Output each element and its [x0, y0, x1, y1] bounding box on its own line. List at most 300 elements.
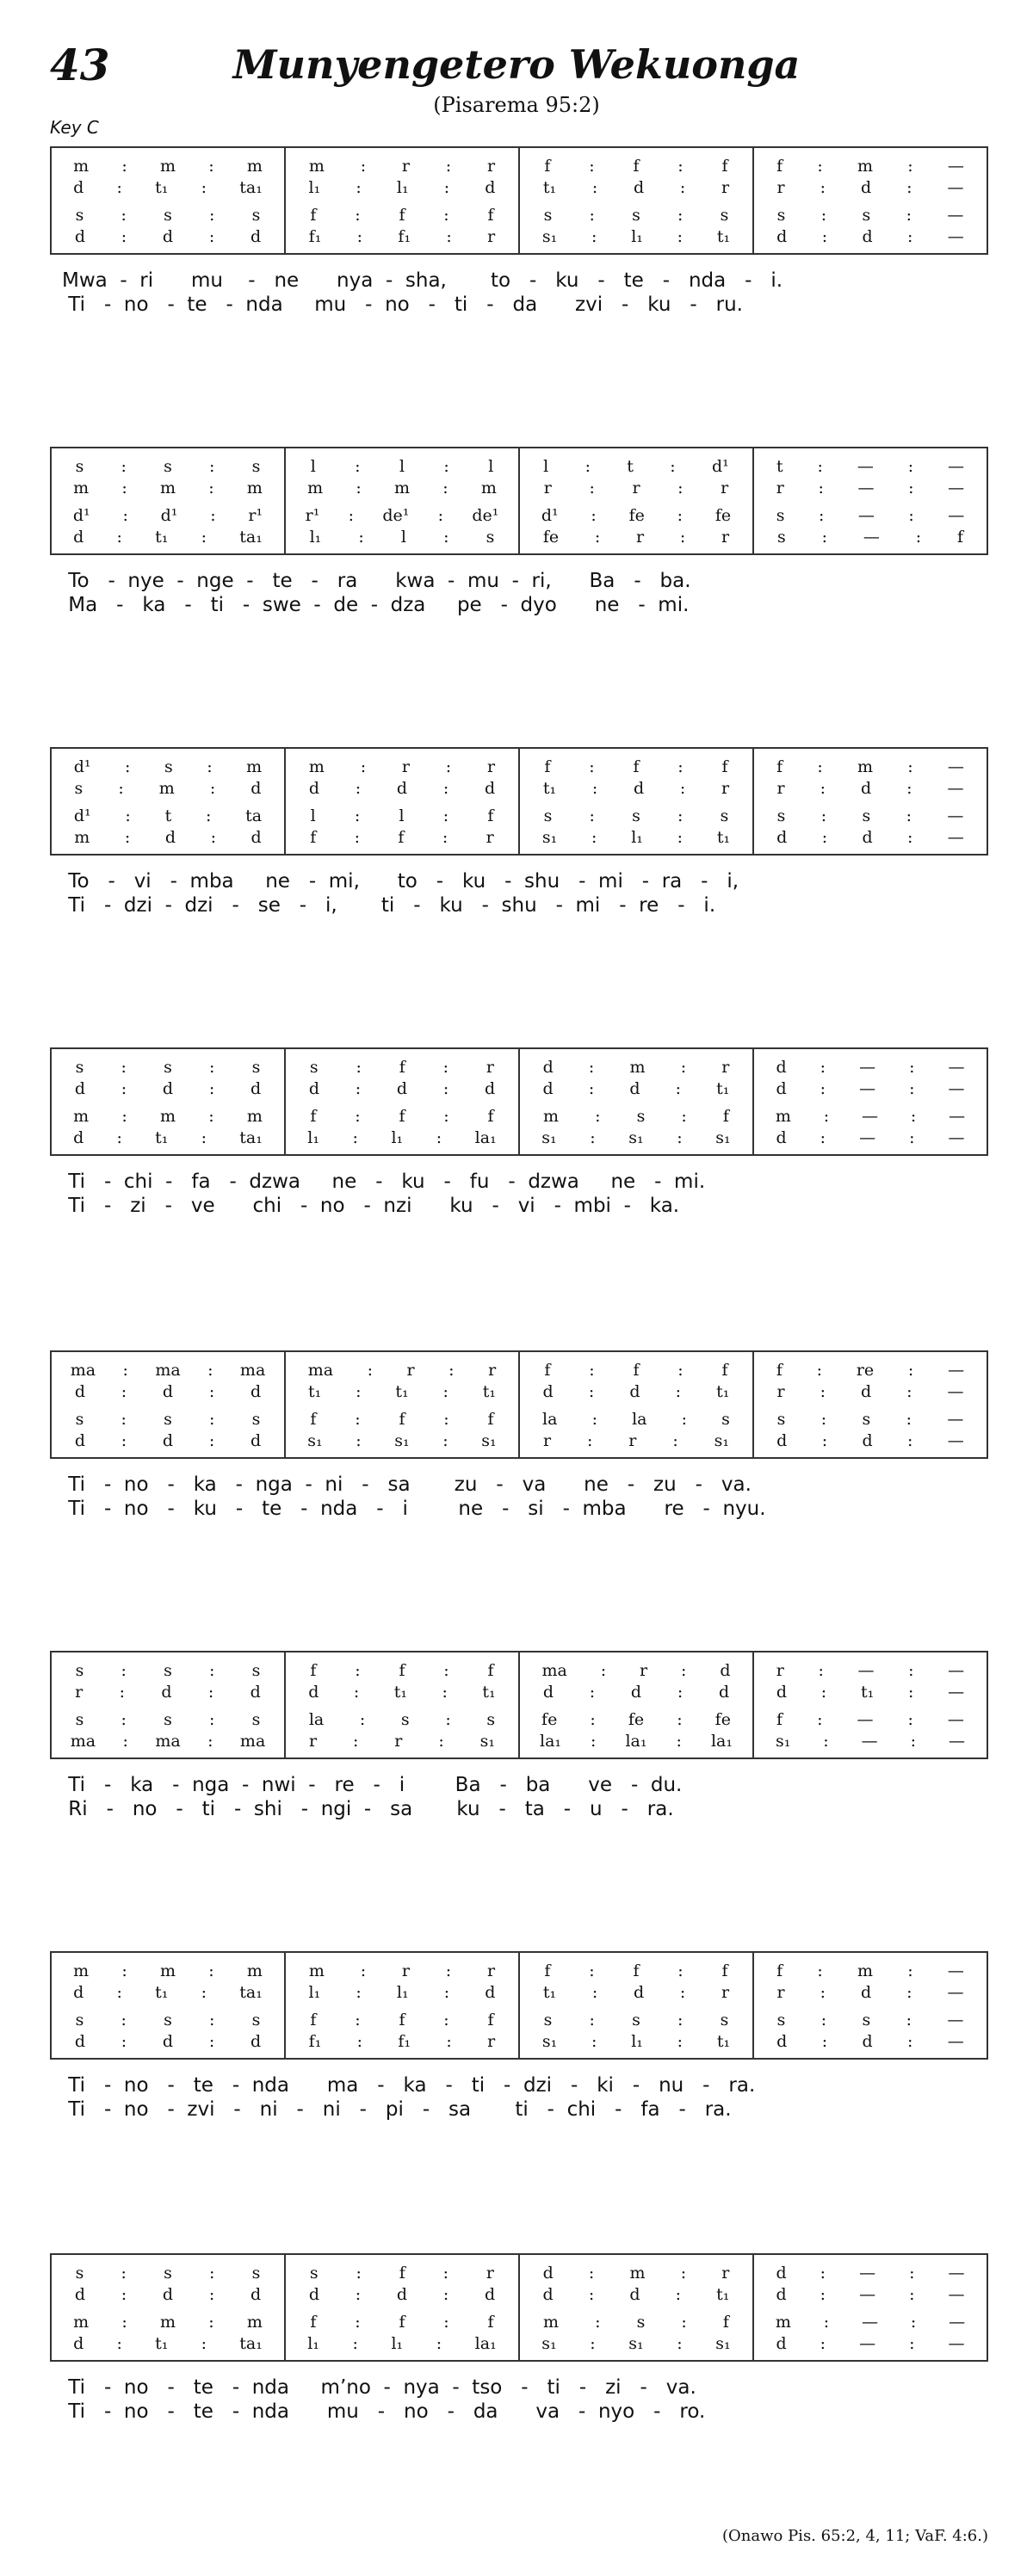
solfa-note: — — [948, 1128, 965, 1147]
solfa-note: f — [633, 757, 640, 776]
beat-separator: : — [355, 206, 361, 225]
measure — [520, 148, 754, 253]
solfa-note: f — [487, 206, 494, 225]
solfa-note: la — [308, 1710, 325, 1729]
solfa-note: d — [542, 1058, 554, 1077]
voice-line — [754, 1381, 987, 1403]
measure — [286, 1953, 520, 2058]
solfa-note: s — [75, 1410, 84, 1429]
lyric-line: Ti - no - te - nda ma - ka - ti - dzi - ki - nu - ra. — [62, 2074, 756, 2097]
measure — [520, 749, 754, 854]
solfa-note: s — [720, 206, 729, 225]
solfa-note: s — [632, 206, 640, 225]
voice-line — [754, 1106, 987, 1127]
beat-separator: : — [907, 828, 913, 847]
beat-separator: : — [820, 2285, 826, 2304]
voice-line — [754, 2031, 987, 2053]
lyrics — [50, 569, 988, 617]
measure — [754, 448, 987, 553]
solfa-note: s — [776, 1410, 786, 1429]
lyric-line: Ti - chi - fa - dzwa ne - ku - fu - dzwa ne - mi. — [62, 1171, 706, 1193]
beat-separator: : — [122, 1732, 128, 1751]
lyric-line: Ri - no - ti - shi - ngi - sa ku - ta - u - ra. — [62, 1798, 674, 1820]
beat-separator: : — [821, 828, 828, 847]
voice-line — [754, 527, 987, 548]
solfa-note: t₁ — [155, 1983, 169, 2002]
solfa-note: s — [164, 1410, 172, 1429]
solfa-note: — — [948, 1058, 965, 1077]
solfa-note: — — [859, 1079, 876, 1098]
solfa-note: s — [75, 1058, 84, 1077]
beat-separator: : — [823, 1107, 830, 1126]
beat-separator: : — [591, 506, 597, 525]
solfa-note: d — [630, 1683, 642, 1702]
measure — [52, 148, 286, 253]
solfa-note: r — [542, 1431, 552, 1450]
beat-separator: : — [906, 1983, 912, 2002]
beat-separator: : — [443, 528, 449, 547]
solfa-note: la₁ — [710, 1732, 733, 1751]
beat-separator: : — [818, 506, 825, 525]
solfa-note: d — [776, 2334, 787, 2353]
solfa-note: — — [947, 779, 964, 798]
voice-line — [286, 2263, 518, 2284]
solfa-note: t₁ — [716, 2032, 731, 2051]
solfa-note: — — [947, 2011, 964, 2029]
beat-separator: : — [677, 157, 684, 176]
solfa-note: r — [401, 1961, 410, 1980]
solfa-note: fe — [714, 506, 732, 525]
beat-separator: : — [816, 1361, 823, 1380]
solfa-note: — — [947, 1382, 964, 1401]
voice-line — [520, 1709, 752, 1731]
voice-line — [52, 2333, 284, 2355]
measure — [754, 1953, 987, 2058]
voice-line — [520, 2031, 752, 2053]
solfa-note: d — [776, 1683, 788, 1702]
solfa-staff — [50, 2253, 988, 2362]
solfa-note: d — [776, 2264, 787, 2283]
solfa-note: f — [721, 1361, 728, 1380]
solfa-note: s — [164, 206, 172, 225]
beat-separator: : — [589, 757, 595, 776]
beat-separator: : — [121, 1961, 127, 1980]
beat-separator: : — [355, 779, 362, 798]
solfa-note: s₁ — [628, 2334, 644, 2353]
voice-line — [52, 456, 284, 478]
solfa-note: m — [857, 757, 874, 776]
beat-separator: : — [443, 178, 450, 197]
voice-line — [520, 1430, 752, 1452]
beat-separator: : — [348, 506, 355, 525]
solfa-note: s — [776, 206, 786, 225]
beat-separator: : — [356, 479, 362, 497]
solfa-note: f — [398, 828, 405, 847]
voice-line — [52, 778, 284, 800]
solfa-note: — — [947, 1961, 964, 1980]
solfa-note: f — [722, 2313, 729, 2332]
beat-separator: : — [121, 2285, 127, 2304]
solfa-note: s — [251, 1710, 261, 1729]
solfa-note: m — [159, 1107, 176, 1126]
voice-line — [520, 2333, 752, 2355]
solfa-note: r — [486, 828, 494, 847]
solfa-note: f — [399, 1661, 405, 1680]
beat-separator: : — [677, 1961, 684, 1980]
voice-line — [520, 827, 752, 849]
solfa-note: r¹ — [305, 506, 320, 525]
solfa-note: r — [75, 1683, 84, 1702]
voice-line — [754, 2312, 987, 2333]
solfa-note: r — [401, 757, 410, 776]
solfa-note: d — [776, 1431, 788, 1450]
beat-separator: : — [121, 479, 127, 497]
solfa-note: t₁ — [155, 2334, 169, 2353]
solfa-note: r — [487, 2032, 496, 2051]
solfa-note: — — [948, 479, 965, 497]
beat-separator: : — [589, 479, 595, 497]
solfa-note: d — [542, 2285, 554, 2304]
voice-line — [52, 177, 284, 199]
voice-line — [286, 1078, 518, 1100]
beat-separator: : — [820, 1382, 826, 1401]
beat-separator: : — [201, 178, 207, 197]
beat-separator: : — [910, 2313, 917, 2332]
beat-separator: : — [356, 227, 363, 246]
beat-separator: : — [443, 1983, 450, 2002]
measure — [52, 448, 286, 553]
solfa-note: d — [251, 828, 262, 847]
voice-line — [52, 1731, 284, 1752]
beat-separator: : — [209, 2011, 215, 2029]
solfa-note: d — [162, 2032, 174, 2051]
beat-separator: : — [116, 2334, 122, 2353]
voice-line — [754, 1078, 987, 1100]
beat-separator: : — [821, 1431, 828, 1450]
beat-separator: : — [907, 1961, 913, 1980]
solfa-note: f — [487, 2313, 494, 2332]
solfa-note: f₁ — [398, 2032, 411, 2051]
beat-separator: : — [672, 1431, 678, 1450]
solfa-note: s — [164, 1661, 172, 1680]
solfa-note: s — [75, 206, 84, 225]
voice-line — [286, 2312, 518, 2333]
voice-line — [52, 156, 284, 177]
solfa-note: r¹ — [248, 506, 263, 525]
beat-separator: : — [124, 828, 131, 847]
solfa-note: ta₁ — [239, 1128, 263, 1147]
solfa-note: d — [161, 1683, 172, 1702]
solfa-note: s — [164, 1710, 172, 1729]
beat-separator: : — [677, 2011, 684, 2029]
solfa-note: m — [74, 828, 90, 847]
solfa-note: f₁ — [308, 227, 322, 246]
beat-separator: : — [591, 1410, 597, 1429]
music-system — [50, 2253, 988, 2424]
solfa-note: l — [310, 806, 316, 825]
solfa-note: — — [947, 206, 964, 225]
solfa-note: r — [308, 1732, 318, 1751]
beat-separator: : — [595, 1107, 601, 1126]
measure — [754, 1049, 987, 1154]
voice-line — [520, 2312, 752, 2333]
beat-separator: : — [821, 2032, 828, 2051]
solfa-note: la₁ — [474, 2334, 497, 2353]
solfa-note: l₁ — [391, 2334, 404, 2353]
beat-separator: : — [121, 2032, 127, 2051]
beat-separator: : — [817, 757, 823, 776]
solfa-note: s — [632, 2011, 640, 2029]
voice-line — [52, 1381, 284, 1403]
voice-line — [52, 478, 284, 499]
beat-separator: : — [121, 1661, 127, 1680]
music-system — [50, 1350, 988, 1521]
voice-line — [286, 226, 518, 248]
beat-separator: : — [820, 1983, 826, 2002]
beat-separator: : — [125, 806, 131, 825]
solfa-note: de¹ — [472, 506, 499, 525]
solfa-note: ma — [155, 1361, 181, 1380]
beat-separator: : — [909, 2334, 915, 2353]
solfa-note: s — [251, 1058, 261, 1077]
solfa-note: d — [860, 1382, 872, 1401]
voice-line — [52, 505, 284, 527]
measure — [754, 1652, 987, 1757]
beat-separator: : — [121, 2313, 127, 2332]
beat-separator: : — [586, 1431, 593, 1450]
solfa-note: s — [75, 1710, 84, 1729]
solfa-note: s — [251, 2011, 261, 2029]
solfa-note: d — [162, 1079, 174, 1098]
solfa-note: l — [399, 806, 405, 825]
solfa-note: m — [308, 1961, 325, 1980]
voice-line — [520, 205, 752, 226]
beat-separator: : — [910, 1107, 917, 1126]
beat-separator: : — [907, 757, 913, 776]
solfa-note: t₁ — [542, 178, 557, 197]
beat-separator: : — [820, 1058, 826, 1077]
solfa-note: m — [246, 1107, 263, 1126]
beat-separator: : — [589, 1961, 595, 1980]
voice-line — [520, 1731, 752, 1752]
solfa-note: s — [164, 2011, 172, 2029]
voice-line — [286, 527, 518, 548]
beat-separator: : — [118, 779, 124, 798]
solfa-note: d — [542, 1382, 554, 1401]
solfa-note: m — [73, 1107, 90, 1126]
solfa-note: f — [487, 1410, 494, 1429]
solfa-note: m — [480, 479, 497, 497]
beat-separator: : — [677, 1361, 684, 1380]
lyric-line: Ti - ka - nga - nwi - re - i Ba - ba ve - du. — [62, 1774, 683, 1796]
voice-line — [520, 2010, 752, 2031]
measure — [754, 2255, 987, 2360]
solfa-note: s — [543, 806, 553, 825]
beat-separator: : — [680, 1058, 687, 1077]
voice-line — [754, 2010, 987, 2031]
beat-separator: : — [437, 506, 444, 525]
solfa-note: m — [246, 757, 263, 776]
beat-separator: : — [909, 2264, 915, 2283]
solfa-note: l₁ — [396, 1983, 409, 2002]
voice-line — [520, 505, 752, 527]
solfa-note: t₁ — [860, 1683, 875, 1702]
solfa-note: s — [862, 2011, 871, 2029]
voice-line — [286, 205, 518, 226]
solfa-note: — — [948, 2334, 965, 2353]
solfa-note: de¹ — [382, 506, 410, 525]
solfa-note: r — [721, 1983, 730, 2002]
solfa-note: f — [544, 757, 551, 776]
solfa-note: s — [486, 528, 495, 547]
beat-separator: : — [209, 1410, 215, 1429]
voice-line — [286, 1682, 518, 1703]
voice-line — [286, 2010, 518, 2031]
voice-line — [754, 2333, 987, 2355]
music-system — [50, 1951, 988, 2122]
measure — [286, 1352, 520, 1457]
solfa-note: d — [250, 1079, 262, 1098]
voice-line — [52, 527, 284, 548]
solfa-note: f — [633, 1961, 640, 1980]
beat-separator: : — [442, 1382, 448, 1401]
voice-line — [286, 806, 518, 827]
solfa-note: s — [862, 806, 871, 825]
voice-line — [286, 2031, 518, 2053]
voice-line — [52, 757, 284, 778]
voice-line — [286, 1360, 518, 1381]
solfa-note: — — [859, 1128, 876, 1147]
voice-line — [286, 505, 518, 527]
solfa-note: t₁ — [482, 1683, 496, 1702]
voice-line — [286, 156, 518, 177]
lyrics — [50, 1473, 988, 1521]
beat-separator: : — [907, 1431, 913, 1450]
solfa-note: — — [862, 2313, 878, 2332]
solfa-note: f — [399, 1058, 405, 1077]
voice-line — [520, 1961, 752, 1982]
solfa-note: r — [776, 1661, 784, 1680]
solfa-note: — — [859, 2285, 876, 2304]
solfa-note: d — [396, 1079, 408, 1098]
solfa-note: l₁ — [307, 2334, 319, 2353]
voice-line — [754, 2284, 987, 2306]
beat-separator: : — [585, 457, 591, 476]
solfa-note: la₁ — [625, 1732, 647, 1751]
solfa-note: d — [629, 2285, 640, 2304]
voice-line — [754, 156, 987, 177]
solfa-note: d — [164, 828, 176, 847]
solfa-note: l₁ — [307, 1128, 319, 1147]
solfa-note: s — [543, 2011, 553, 2029]
beat-separator: : — [355, 2313, 361, 2332]
solfa-note: l — [400, 528, 406, 547]
beat-separator: : — [208, 1107, 214, 1126]
measure — [520, 1953, 754, 2058]
hymn-title: Munyengetero Wekuonga — [232, 41, 801, 88]
beat-separator: : — [354, 806, 361, 825]
solfa-note: s — [75, 1661, 84, 1680]
voice-line — [52, 226, 284, 248]
solfa-note: s — [862, 206, 871, 225]
beat-separator: : — [677, 1683, 684, 1702]
measure — [286, 2255, 520, 2360]
voice-line — [52, 1360, 284, 1381]
voice-line — [286, 2333, 518, 2355]
measure — [52, 1352, 286, 1457]
voice-line — [520, 757, 752, 778]
beat-separator: : — [591, 178, 598, 197]
solfa-note: t₁ — [716, 1079, 730, 1098]
beat-separator: : — [906, 178, 912, 197]
beat-separator: : — [677, 757, 684, 776]
measure — [754, 148, 987, 253]
beat-separator: : — [588, 2264, 595, 2283]
beat-separator: : — [681, 1107, 687, 1126]
solfa-note: d — [629, 1382, 640, 1401]
solfa-note: s₁ — [307, 1431, 323, 1450]
solfa-note: t₁ — [716, 227, 731, 246]
beat-separator: : — [677, 806, 684, 825]
solfa-note: r — [486, 2264, 495, 2283]
beat-separator: : — [207, 1732, 213, 1751]
solfa-note: s — [776, 2011, 786, 2029]
measure — [520, 1652, 754, 1757]
solfa-note: m — [629, 2264, 646, 2283]
voice-line — [286, 2284, 518, 2306]
beat-separator: : — [594, 528, 601, 547]
solfa-note: s — [636, 2313, 646, 2332]
voice-line — [52, 1982, 284, 2004]
solfa-note: l — [543, 457, 549, 476]
beat-separator: : — [352, 2334, 358, 2353]
solfa-note: r — [406, 1361, 415, 1380]
solfa-note: d — [718, 1683, 730, 1702]
beat-separator: : — [119, 1683, 126, 1702]
voice-line — [286, 456, 518, 478]
beat-separator: : — [817, 1961, 823, 1980]
solfa-note: ma — [155, 1732, 181, 1751]
measure — [286, 1652, 520, 1757]
solfa-note: d — [542, 1683, 554, 1702]
solfa-note: l₁ — [631, 2032, 643, 2051]
solfa-note: s — [75, 457, 84, 476]
voice-line — [52, 1078, 284, 1100]
beat-separator: : — [820, 206, 827, 225]
solfa-note: — — [857, 479, 875, 497]
voice-line — [286, 1106, 518, 1127]
solfa-note: s₁ — [628, 1128, 644, 1147]
beat-separator: : — [820, 178, 826, 197]
beat-separator: : — [588, 2285, 595, 2304]
solfa-note: f — [544, 1961, 551, 1980]
key-signature: Key C — [50, 117, 99, 138]
beat-separator: : — [121, 1431, 127, 1450]
beat-separator: : — [209, 1710, 215, 1729]
solfa-note: la — [542, 1410, 558, 1429]
beat-separator: : — [201, 528, 207, 547]
hymn-number: 43 — [50, 40, 110, 90]
solfa-note: d — [73, 1128, 84, 1147]
solfa-note: s₁ — [541, 2032, 558, 2051]
voice-line — [286, 757, 518, 778]
solfa-note: — — [947, 227, 964, 246]
voice-line — [520, 778, 752, 800]
beat-separator: : — [677, 206, 684, 225]
beat-separator: : — [906, 806, 912, 825]
solfa-note: f — [776, 157, 783, 176]
beat-separator: : — [677, 2032, 684, 2051]
